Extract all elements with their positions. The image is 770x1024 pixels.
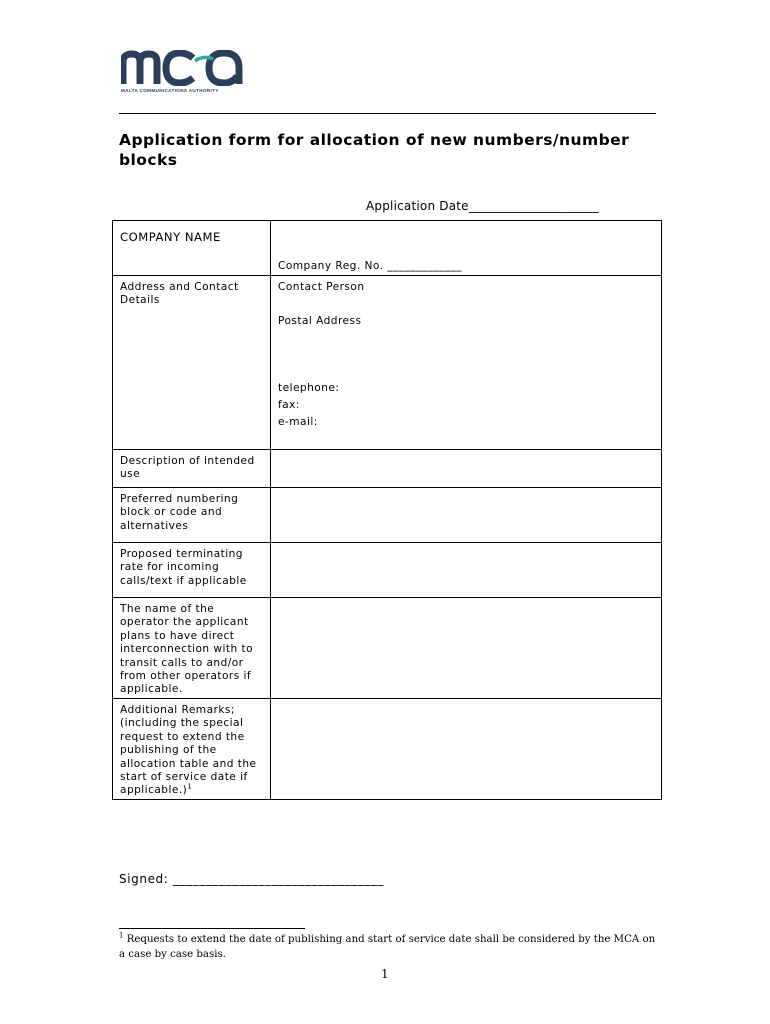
terminating-rate-label: Proposed terminating rate for incoming calls/text if applicable <box>120 548 247 587</box>
application-form-table <box>112 220 662 800</box>
description-value-cell[interactable] <box>271 450 662 488</box>
terminating-rate-value-cell[interactable] <box>271 543 662 598</box>
address-label-cell <box>113 276 271 450</box>
description-label: Description of intended use <box>120 455 255 481</box>
numbering-block-row <box>113 488 662 543</box>
email-label: e-mail: <box>278 416 318 428</box>
footnote-marker: 1 <box>119 931 124 940</box>
numbering-block-label: Preferred numbering block or code and alternatives <box>120 493 239 532</box>
interconnection-label: The name of the operator the applicant plans to have direct interconnection with to transit calls to and/or from other operators if applicable. <box>120 603 254 696</box>
logo-subtitle: MALTA COMMUNICATIONS AUTHORITY <box>121 88 219 93</box>
remarks-value-cell[interactable] <box>271 699 662 800</box>
fax-label: fax: <box>278 399 300 411</box>
page-title: Application form for allocation of new numbers/number blocks <box>119 131 630 169</box>
mca-logo-mark <box>121 50 243 86</box>
page-number: 1 <box>381 967 389 981</box>
company-reg-no: Company Reg. No. _____________ <box>278 260 462 272</box>
numbering-block-value-cell[interactable] <box>271 488 662 543</box>
terminating-rate-row <box>113 543 662 598</box>
address-label: Address and Contact Details <box>120 281 239 307</box>
interconnection-row <box>113 598 662 699</box>
postal-address-label: Postal Address <box>278 315 362 327</box>
terminating-rate-label-cell <box>113 543 271 598</box>
contact-person-label: Contact Person <box>278 281 365 293</box>
description-row <box>113 450 662 488</box>
description-label-cell <box>113 450 271 488</box>
remarks-label-cell <box>113 699 271 800</box>
company-name-value-cell[interactable] <box>271 221 662 276</box>
address-row <box>113 276 662 450</box>
company-name-label: COMPANY NAME <box>120 230 221 244</box>
signed-field[interactable]: Signed: ________________________________ <box>119 872 385 886</box>
interconnection-value-cell[interactable] <box>271 598 662 699</box>
footnote-rule <box>119 928 305 929</box>
application-date-field[interactable]: Application Date_____________________ <box>366 199 599 213</box>
interconnection-label-cell <box>113 598 271 699</box>
remarks-label-block <box>113 699 270 798</box>
remarks-label: Additional Remarks; (including the special request to extend the publishing of the allocation table and the start of service date if applicable.) <box>120 704 257 797</box>
company-name-label-cell <box>113 221 271 276</box>
telephone-label: telephone: <box>278 382 340 394</box>
address-value-cell[interactable] <box>271 276 662 450</box>
numbering-block-label-cell <box>113 488 271 543</box>
company-row <box>113 221 662 276</box>
remarks-row <box>113 699 662 800</box>
footnote-text: Requests to extend the date of publishing and start of service date shall be considered by the MCA on a case by case basis. <box>119 934 656 960</box>
mca-logo <box>121 50 243 98</box>
footnote-ref: 1 <box>187 782 193 791</box>
header-rule <box>119 113 656 114</box>
footnote <box>119 932 664 962</box>
